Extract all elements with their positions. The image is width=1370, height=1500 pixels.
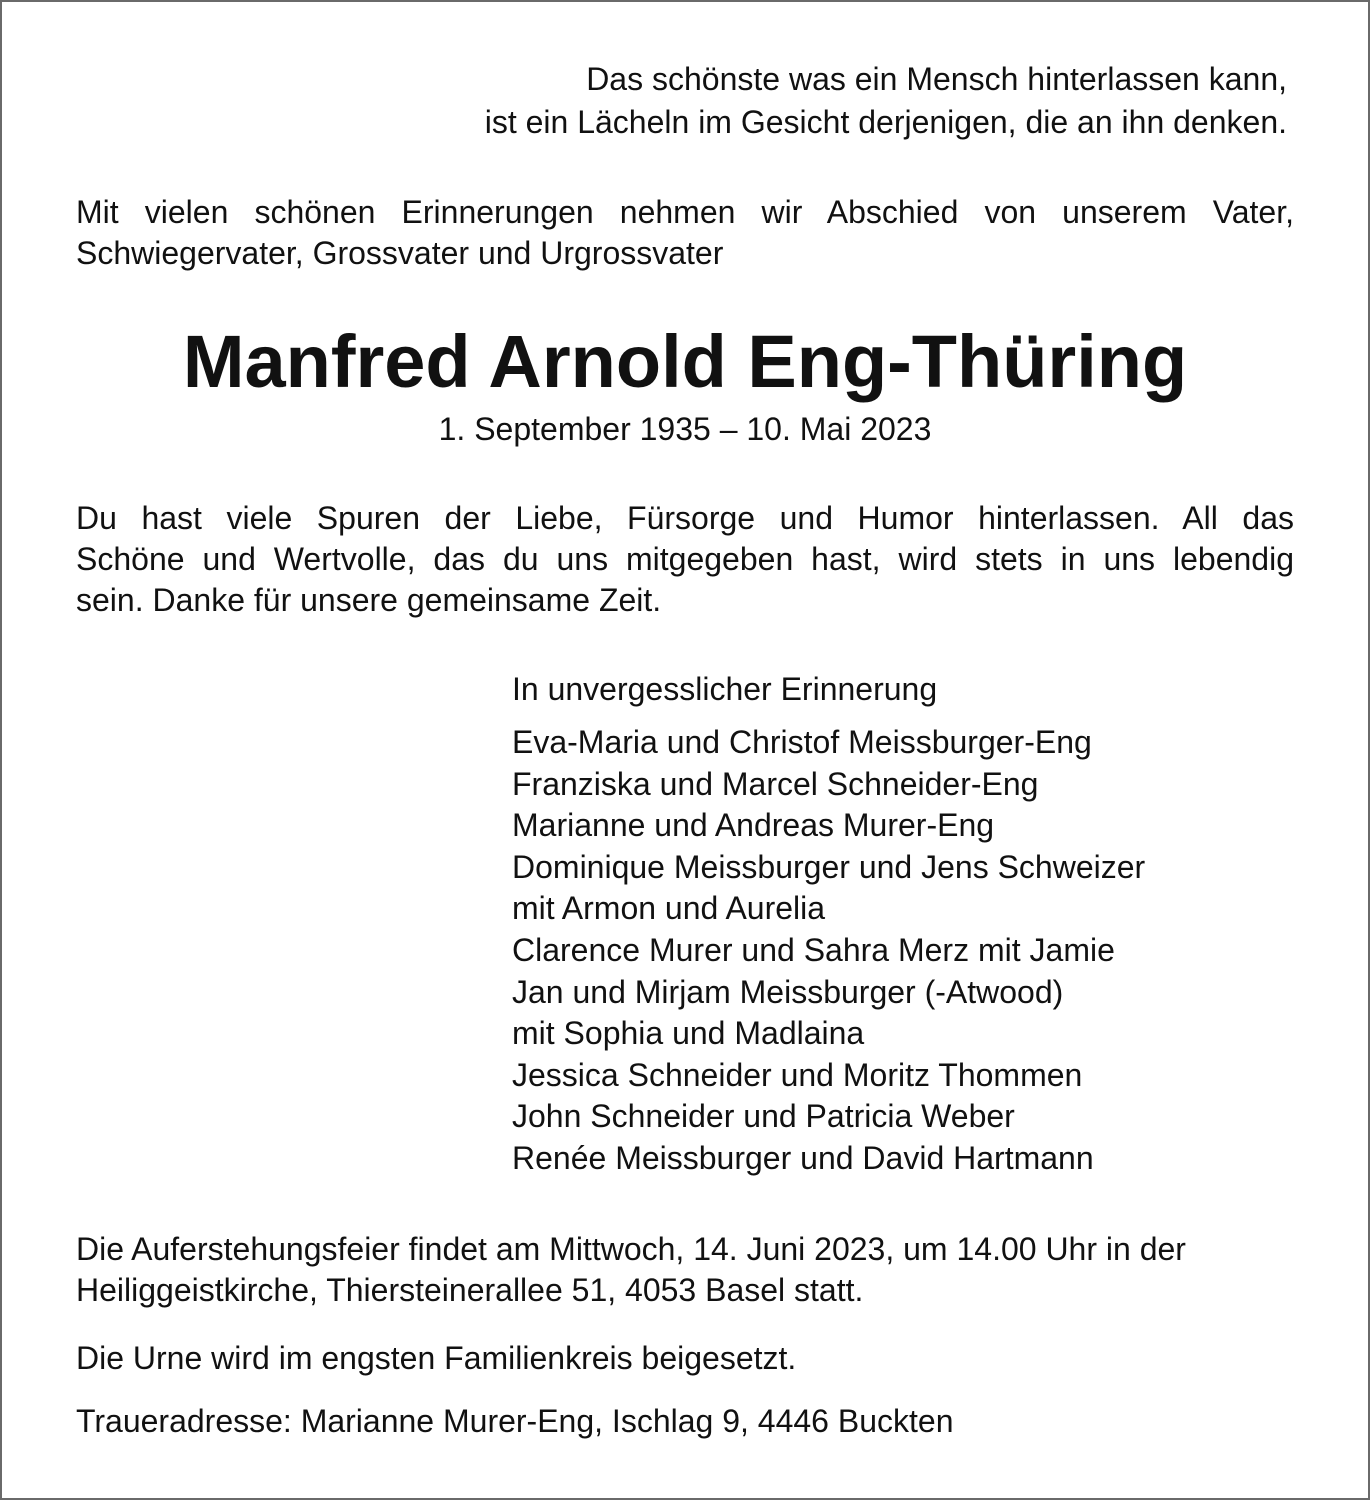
- mourner-line: Renée Meissburger und David Hartmann: [512, 1139, 1094, 1176]
- mourner-line: John Schneider und Patricia Weber: [512, 1098, 1015, 1135]
- mourner-line: Dominique Meissburger und Jens Schweizer: [512, 848, 1146, 885]
- tribute-paragraph: [76, 498, 1294, 621]
- ceremony-line-1: Die Auferstehungsfeier findet am Mittwoch, 14. Juni 2023, um 14.00 Uhr in der: [76, 1231, 1186, 1267]
- ceremony-line-2: Heiliggeistkirche, Thiersteinerallee 51, 4053 Basel statt.: [76, 1272, 864, 1308]
- quote-line-2: ist ein Lächeln im Gesicht derjenigen, die an ihn denken.: [484, 104, 1287, 140]
- mourners-list: [512, 722, 1145, 1180]
- mourner-line: mit Sophia und Madlaina: [512, 1015, 865, 1052]
- intro-line-2: Schwiegervater, Grossvater und Urgrossvater: [76, 235, 724, 271]
- mourners-heading: In unvergesslicher Erinnerung: [512, 671, 938, 707]
- opening-quote: [485, 58, 1287, 144]
- mourning-address: Traueradresse: Marianne Murer-Eng, Ischlag 9, 4446 Buckten: [76, 1403, 954, 1439]
- tribute-line-1: Du hast viele Spuren der Liebe, Fürsorge und Humor hinterlassen. All das: [76, 500, 1294, 536]
- burial-info: Die Urne wird im engsten Familienkreis beigesetzt.: [76, 1340, 797, 1376]
- mourner-line: Clarence Murer und Sahra Merz mit Jamie: [512, 931, 1115, 968]
- mourner-line: mit Armon und Aurelia: [512, 890, 826, 927]
- ceremony-info: [76, 1229, 1186, 1311]
- mourner-line: Eva-Maria und Christof Meissburger-Eng: [512, 724, 1092, 760]
- mourner-line: Marianne und Andreas Murer-Eng: [512, 807, 995, 844]
- tribute-line-2: Schöne und Wertvolle, das du uns mitgegeben hast, wird stets in uns lebendig: [76, 541, 1294, 577]
- quote-line-1: Das schönste was ein Mensch hinterlassen kann,: [586, 61, 1287, 97]
- mourner-line: Jan und Mirjam Meissburger (-Atwood): [512, 973, 1064, 1010]
- tribute-line-3: sein. Danke für unsere gemeinsame Zeit.: [76, 582, 662, 618]
- deceased-name: Manfred Arnold Eng-Thüring: [182, 320, 1188, 403]
- mourner-line: Franziska und Marcel Schneider-Eng: [512, 765, 1039, 802]
- intro-paragraph: [76, 192, 1294, 274]
- life-dates: 1. September 1935 – 10. Mai 2023: [438, 411, 932, 447]
- mourner-line: Jessica Schneider und Moritz Thommen: [512, 1056, 1083, 1093]
- intro-line-1: Mit vielen schönen Erinnerungen nehmen wir Abschied von unserem Vater,: [76, 194, 1294, 230]
